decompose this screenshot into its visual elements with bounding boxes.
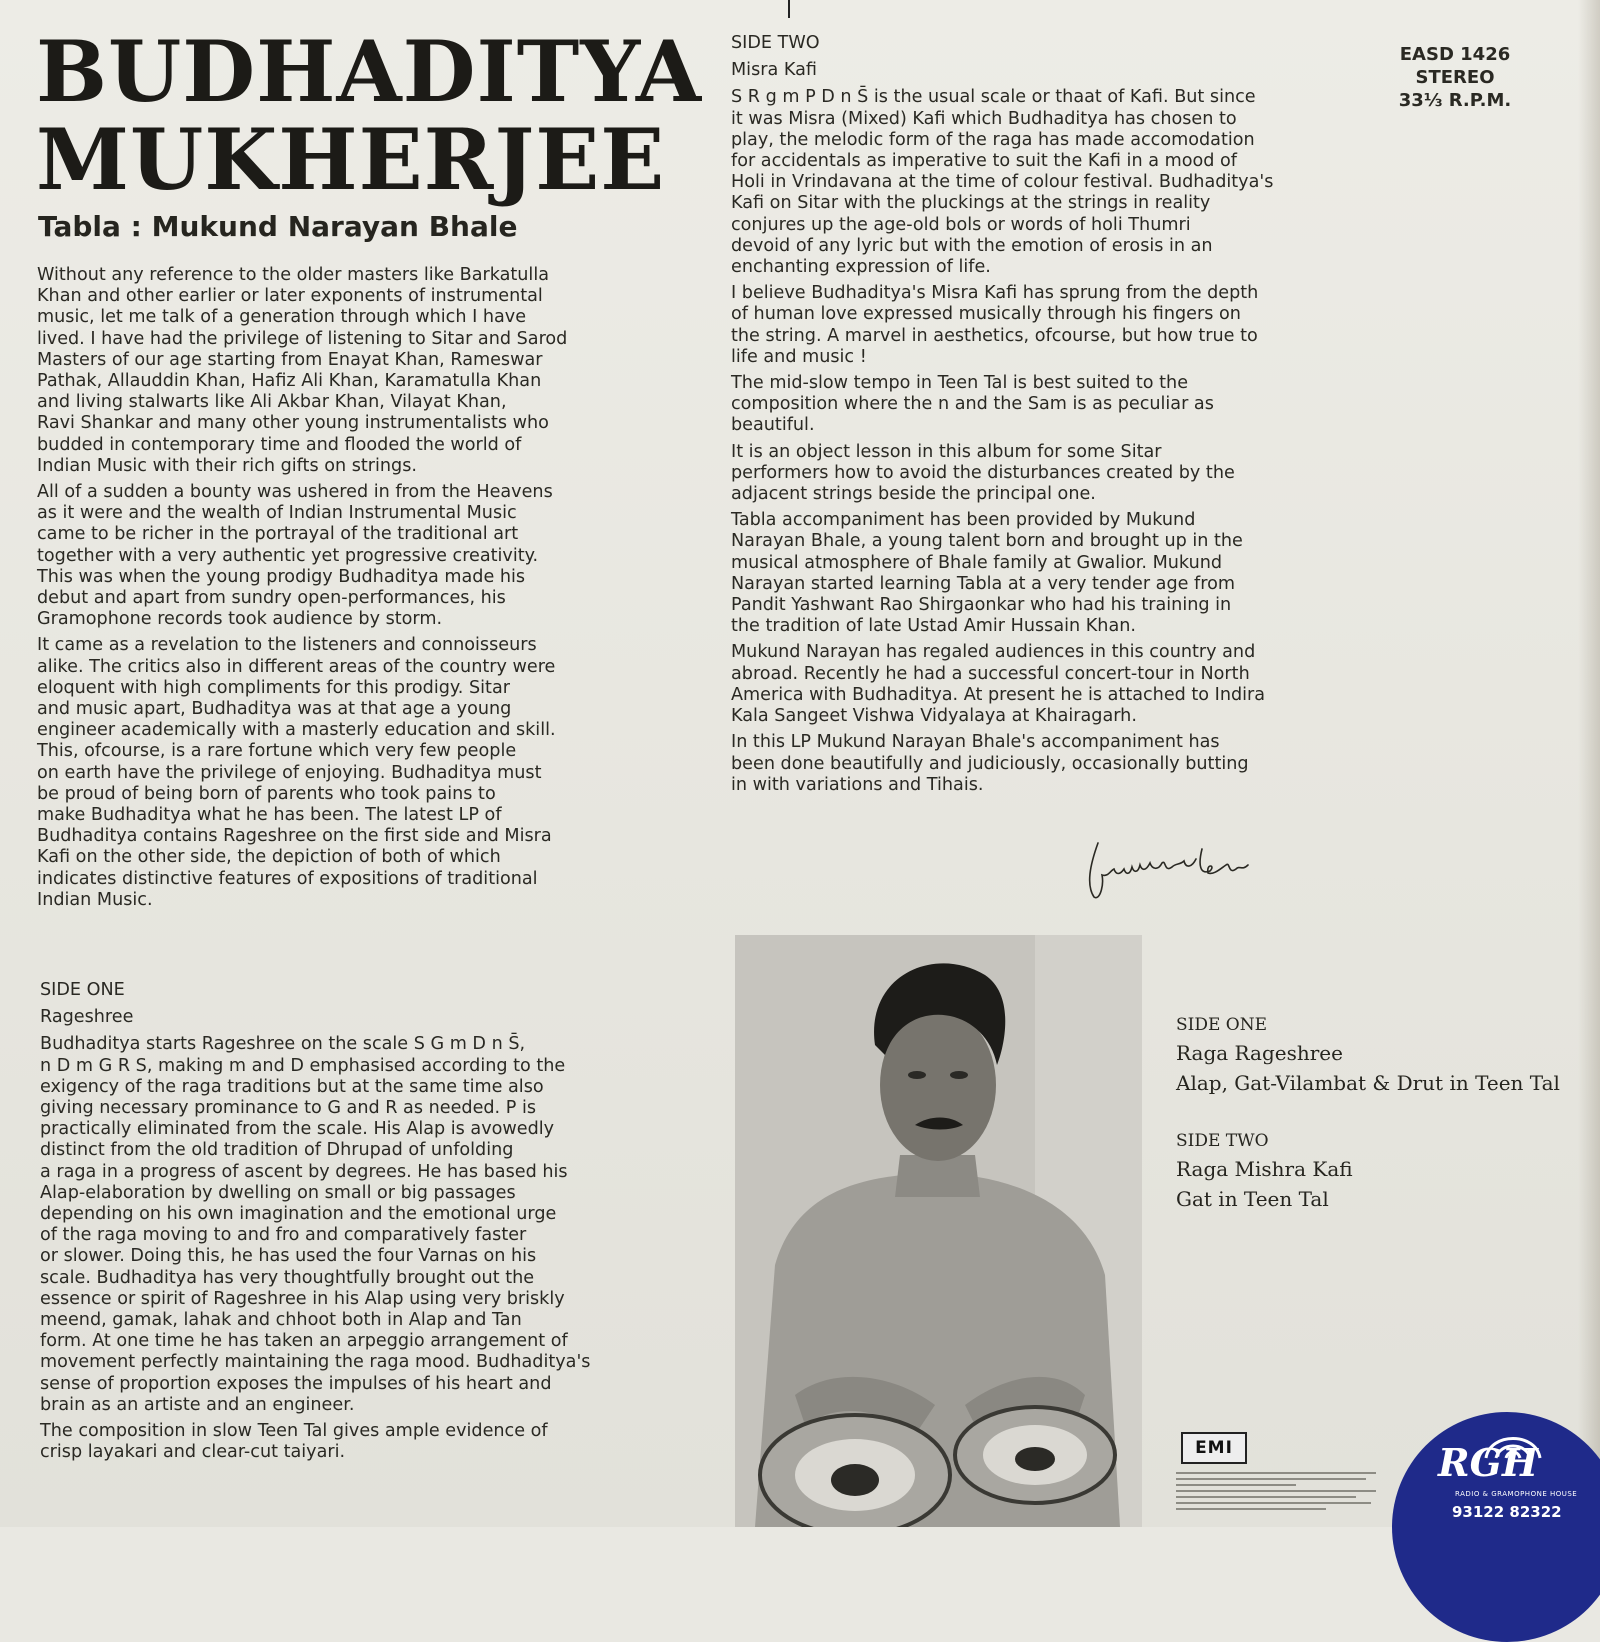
liner-paragraph: In this LP Mukund Narayan Bhale's accompaniment has been done beautifully and judiciously, occasionally butting in with variations and Tihais.: [731, 732, 1249, 795]
track-listing: [1176, 1015, 1560, 1217]
audio-format: STEREO: [1415, 67, 1495, 88]
artist-name-line1: BUDHADITYA: [36, 22, 703, 121]
tracklist-side-two-label: SIDE TWO: [1176, 1131, 1269, 1151]
side-one-raga: Rageshree: [40, 1007, 134, 1028]
accompanist-subtitle: Tabla : Mukund Narayan Bhale: [38, 210, 518, 243]
artist-photo: [735, 935, 1142, 1527]
rgh-logo: RGH: [1438, 1440, 1538, 1485]
side-one-heading: SIDE ONE: [40, 980, 125, 1000]
liner-paragraph: It is an object lesson in this album for some Sitar performers how to avoid the disturbances created by the adjacent strings beside the principal one.: [731, 441, 1235, 505]
liner-paragraph: It came as a revelation to the listeners and connoisseurs alike. The critics also in different areas of the country were eloquent with high compliments for this prodigy. Sitar and music apart, Budhaditya was at that age a young engineer academically with a masterly education and skill. This, ofcourse, is a rare fortune which very few people on earth have the privilege of enjoying. Budhaditya must be proud of being born of parents who took pains to make Budhaditya what he has been. The latest LP of Budhaditya contains Rageshree on the first side and Misra Kafi on the other side, the depiction of both of which indicates distinctive features of expositions of traditional Indian Music.: [37, 635, 556, 910]
tracklist-side-one-label: SIDE ONE: [1176, 1015, 1268, 1035]
tracklist-side-one-raga: Raga Rageshree: [1176, 1041, 1343, 1065]
side-two-notes: [731, 33, 1341, 801]
playback-speed: 33⅓ R.P.M.: [1398, 90, 1512, 111]
catalog-block: [1390, 43, 1520, 112]
side-two-heading: SIDE TWO: [731, 33, 820, 53]
liner-paragraph: All of a sudden a bounty was ushered in from the Heavens as it were and the wealth of Indian Instrumental Music came to be richer in the portrayal of the traditional art together with a very authentic yet progressive creativity. This was when the young prodigy Budhaditya made his debut and apart from sundry open-performances, his Gramophone records took audience by storm.: [37, 482, 553, 630]
liner-notes-intro: [37, 265, 627, 916]
tracklist-side-one-detail: Alap, Gat-Vilambat & Drut in Teen Tal: [1176, 1071, 1560, 1095]
crease-mark: [788, 0, 790, 18]
rgh-tagline: RADIO & GRAMOPHONE HOUSE: [1455, 1490, 1578, 1498]
tracklist-side-two-detail: Gat in Teen Tal: [1176, 1187, 1329, 1211]
liner-paragraph: The mid-slow tempo in Teen Tal is best suited to the composition where the n and the Sam is as peculiar as beautiful.: [731, 373, 1214, 436]
liner-paragraph: Budhaditya starts Rageshree on the scale S G m D n S̄, n D m G R S, making m and D emphasised according to the exigency of the raga traditions but at the same time also giving necessary prominance to G and R as needed. P is practically eliminated from the scale. His Alap is avowedly distinct from the old tradition of Dhrupad of unfolding a raga in a progress of ascent by degrees. He has based his Alap-elaboration by dwelling on small or big passages depending on his own imagination and the emotional urge of the raga moving to and fro and comparatively faster or slower. Doing this, he has used the four Varnas on his scale. Budhaditya has very thoughtfully brought out the essence or spirit of Rageshree in his Alap using very briskly meend, gamak, lahak and chhoot both in Alap and Tan form. At one time he has taken an arpeggio arrangement of movement perfectly maintaining the raga mood. Budhaditya's sense of proportion exposes the impulses of his heart and brain as an artiste and an engineer.: [40, 1034, 591, 1415]
artist-name-line2: MUKHERJEE: [36, 110, 666, 209]
tracklist-side-two-raga: Raga Mishra Kafi: [1176, 1157, 1353, 1181]
side-two-raga: Misra Kafi: [731, 60, 817, 81]
author-signature: [1080, 835, 1280, 905]
liner-paragraph: The composition in slow Teen Tal gives ample evidence of crisp layakari and clear-cut taiyari.: [40, 1421, 548, 1463]
liner-paragraph: Tabla accompaniment has been provided by Mukund Narayan Bhale, a young talent born and brought up in the musical atmosphere of Bhale family at Gwalior. Mukund Narayan started learning Tabla at a very tender age from Pandit Yashwant Rao Shirgaonkar who had his training in the tradition of late Ustad Amir Hussain Khan.: [731, 510, 1243, 637]
liner-paragraph: Without any reference to the older masters like Barkatulla Khan and other earlier or later exponents of instrumental music, let me talk of a generation through which I have lived. I have had the privilege of listening to Sitar and Sarod Masters of our age starting from Enayat Khan, Rameswar Pathak, Allauddin Khan, Hafiz Ali Khan, Karamatulla Khan and living stalwarts like Ali Akbar Khan, Vilayat Khan, Ravi Shankar and many other young instrumentalists who budded in contemporary time and flooded the world of Indian Music with their rich gifts on strings.: [37, 265, 568, 476]
liner-paragraph: S R g m P D n S̄ is the usual scale or thaat of Kafi. But since it was Misra (Mixed) Kafi which Budhaditya has chosen to play, the melodic form of the raga has made accomodation for accidentals as imperative to suit the Kafi in a mood of Holi in Vrindavana at the time of colour festival. Budhaditya's Kafi on Sitar with the pluckings at the strings in reality conjures up the age-old bols or words of holi Thumri devoid of any lyric but with the emotion of erosis in an enchanting expression of life.: [731, 87, 1274, 278]
copyright-fine-print: [1176, 1468, 1386, 1524]
tabla-player-illustration: [735, 935, 1142, 1527]
rgh-phone-number: 93122 82322: [1452, 1503, 1562, 1521]
side-one-notes: [40, 980, 630, 1468]
sleeve-edge-shadow: [1578, 0, 1600, 1527]
liner-paragraph: Mukund Narayan has regaled audiences in this country and abroad. Recently he had a successful concert-tour in North America with Budhaditya. At present he is attached to Indira Kala Sangeet Vishwa Vidyalaya at Khairagarh.: [731, 642, 1266, 727]
liner-paragraph: I believe Budhaditya's Misra Kafi has sprung from the depth of human love expressed musically through his fingers on the string. A marvel in aesthetics, ofcourse, but how true to life and music !: [731, 283, 1259, 367]
catalog-number: EASD 1426: [1399, 44, 1511, 65]
emi-logo: EMI: [1181, 1432, 1247, 1464]
